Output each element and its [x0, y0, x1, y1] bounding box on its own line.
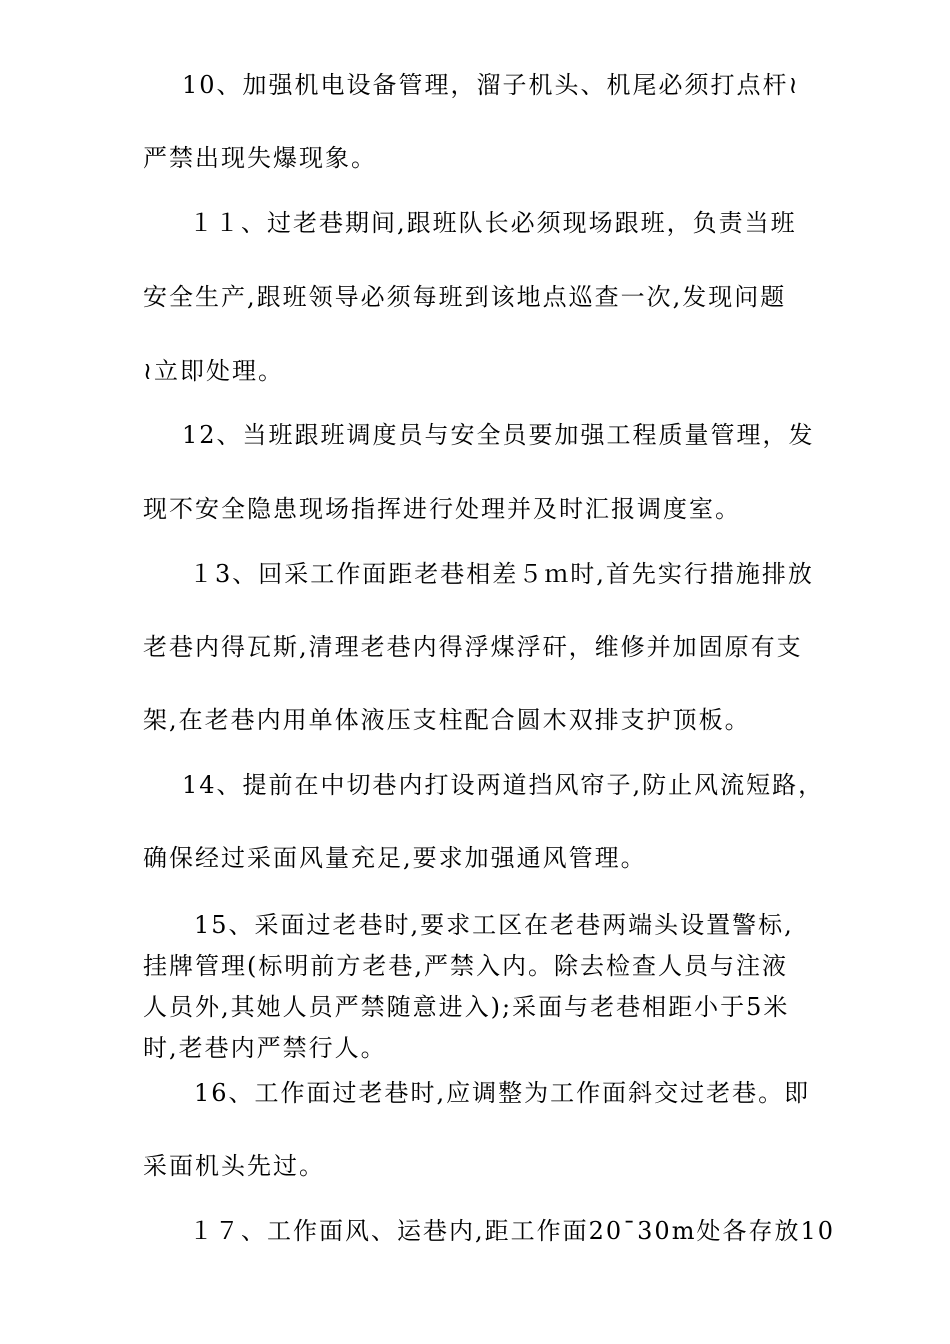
text-line-14: 挂牌管理(标明前方老巷,严禁入内。除去检查人员与注液 [143, 952, 788, 980]
text-line-2: 严禁出现失爆现象。 [143, 144, 377, 172]
text-line-10: 架,在老巷内用单体液压支柱配合圆木双排支护顶板。 [143, 706, 751, 734]
text-line-16: 时,老巷内严禁行人。 [143, 1034, 387, 1062]
text-line-5: ≀立即处理。 [143, 357, 284, 385]
text-line-8: １3、回采工作面距老巷相差５ｍ时,首先实行措施排放 [189, 560, 814, 588]
text-line-4: 安全生产,跟班领导必须每班到该地点巡查一次,发现问题 [143, 283, 787, 311]
text-line-11: 14、提前在中切巷内打设两道挡风帘子,防止风流短路， [182, 771, 825, 799]
text-line-12: 确保经过采面风量充足,要求加强通风管理。 [143, 844, 647, 872]
text-line-7: 现不安全隐患现场指挥进行处理并及时汇报调度室。 [143, 495, 741, 523]
text-line-3: １１、过老巷期间,跟班队长必须现场跟班，负责当班 [189, 209, 797, 237]
text-line-18: 采面机头先过。 [143, 1152, 325, 1180]
text-line-9: 老巷内得瓦斯,清理老巷内得浮煤浮矸，维修并加固原有支 [143, 633, 803, 661]
text-line-15: 人员外,其她人员严禁随意进入);采面与老巷相距小于5米 [143, 993, 790, 1021]
text-line-6: 12、当班跟班调度员与安全员要加强工程质量管理，发 [182, 421, 815, 449]
text-line-17: 16、工作面过老巷时,应调整为工作面斜交过老巷。即 [194, 1079, 811, 1107]
text-line-1: 10、加强机电设备管理，溜子机头、机尾必须打点杆≀ [182, 71, 800, 99]
text-line-13: 15、采面过老巷时,要求工区在老巷两端头设置警标, [194, 911, 794, 939]
text-line-19: １７、工作面风、运巷内,距工作面20¯30m处各存放10 [189, 1217, 836, 1245]
